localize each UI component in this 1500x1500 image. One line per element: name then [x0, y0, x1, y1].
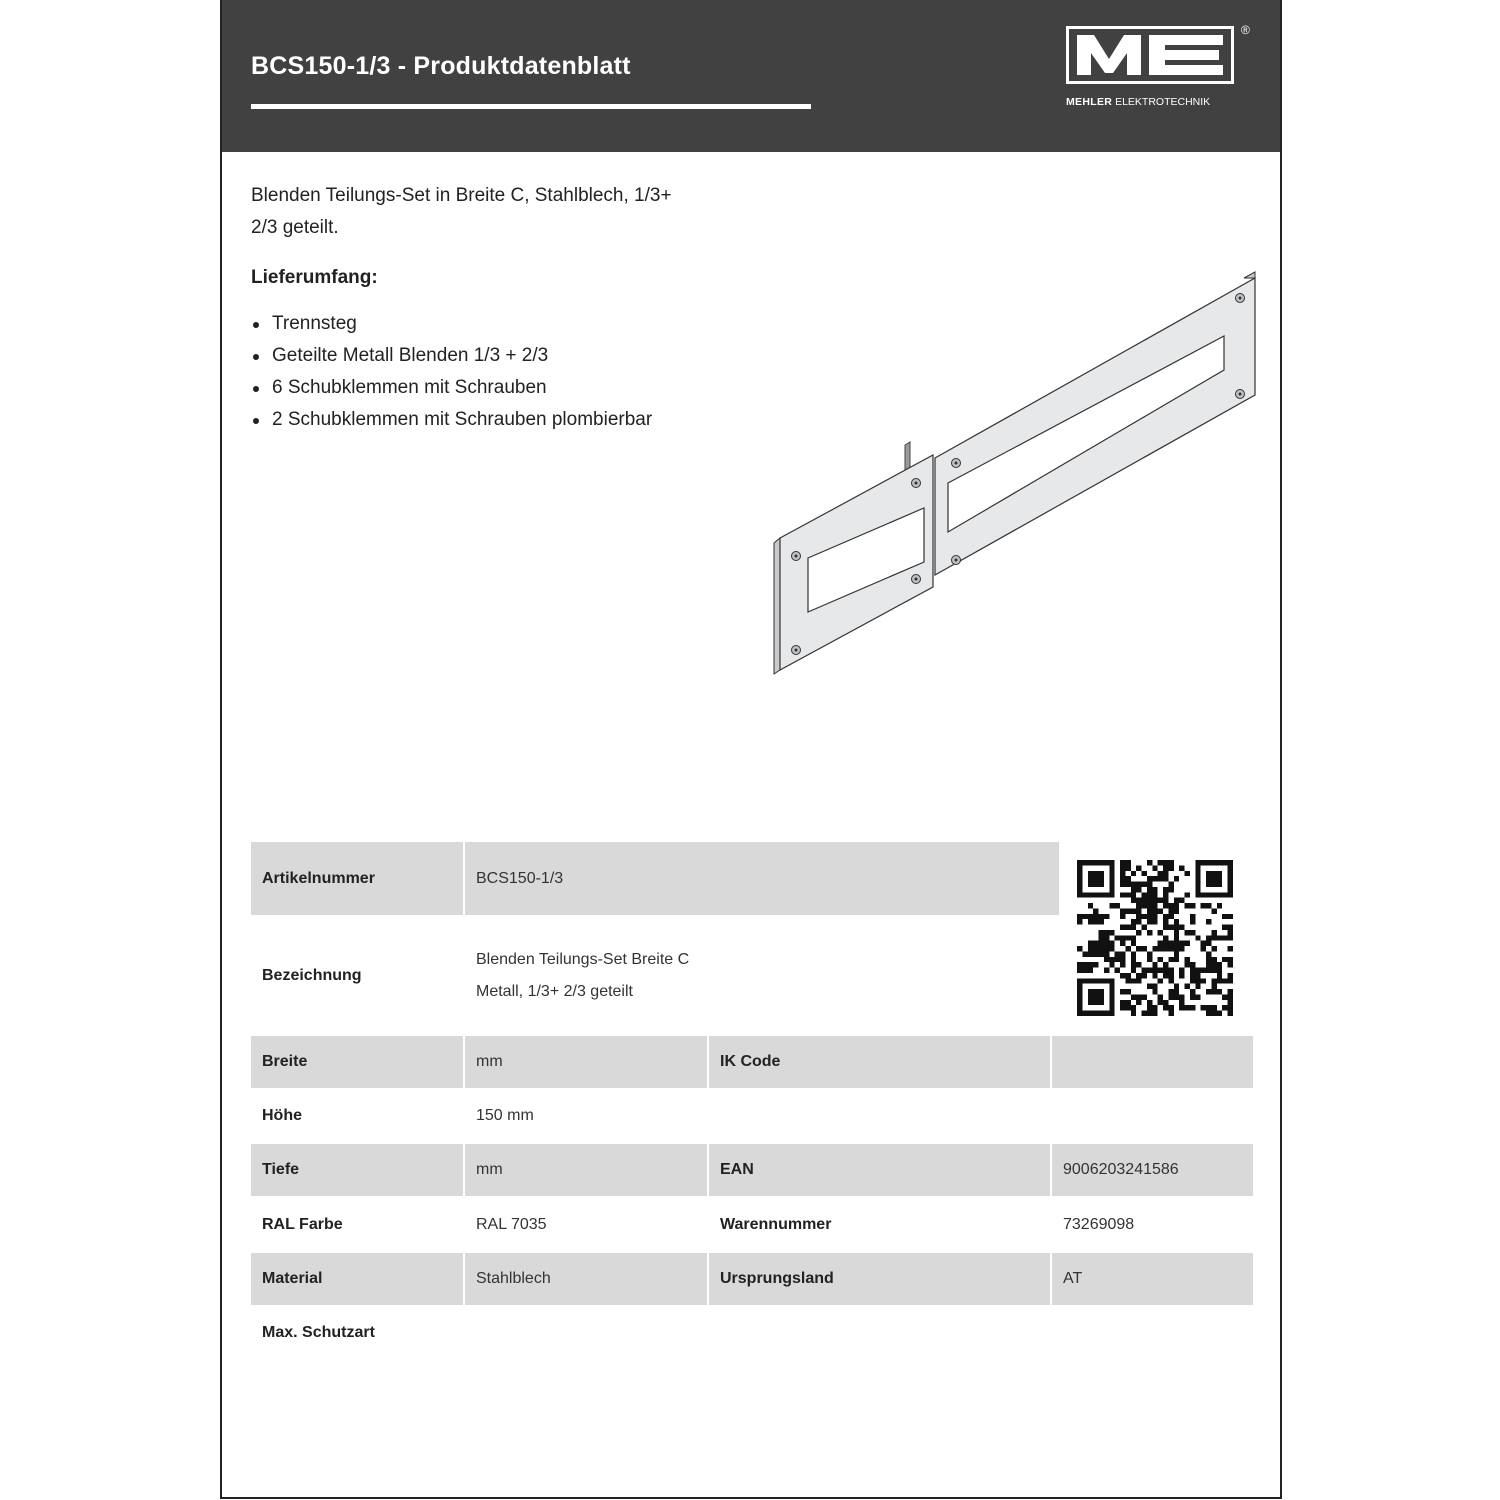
width-label: Breite [251, 1036, 463, 1088]
scope-item: Geteilte Metall Blenden 1/3 + 2/3 [251, 340, 652, 372]
ik-code-label: IK Code [709, 1036, 1050, 1088]
ean-value: 9006203241586 [1052, 1144, 1253, 1196]
article-number-value: BCS150-1/3 [465, 842, 1059, 915]
registered-mark: ® [1241, 23, 1250, 37]
description-line-2: 2/3 geteilt. [251, 217, 339, 238]
ean-label: EAN [709, 1144, 1050, 1196]
datasheet-page [220, 0, 1282, 1499]
article-number-label: Artikelnummer [251, 842, 463, 915]
scope-item: 6 Schubklemmen mit Schrauben [251, 372, 652, 404]
scope-item: Trennsteg [251, 308, 652, 340]
protection-value [465, 1307, 707, 1359]
scope-heading: Lieferumfang: [251, 267, 378, 288]
ik-code-value [1052, 1036, 1253, 1088]
material-label: Material [251, 1253, 463, 1305]
ral-value: RAL 7035 [476, 1215, 547, 1233]
name-line-2: Metall, 1/3+ 2/3 geteilt [476, 982, 633, 1000]
origin-label: Ursprungsland [709, 1253, 1050, 1305]
logo-suffix: ELEKTROTECHNIK [1115, 96, 1211, 108]
name-line-1: Blenden Teilungs-Set Breite C [476, 950, 690, 968]
material-value: Stahlblech [465, 1253, 707, 1305]
protection-label: Max. Schutzart [262, 1324, 375, 1341]
ral-label: RAL Farbe [262, 1215, 343, 1233]
scope-item: 2 Schubklemmen mit Schrauben plombierbar [251, 404, 652, 436]
description-line-1: Blenden Teilungs-Set in Breite C, Stahlblech, 1/3+ [251, 185, 672, 206]
logo-letters [1069, 29, 1231, 81]
title-underline [251, 104, 811, 109]
name-value [465, 917, 1059, 1034]
logo-subtitle [1066, 96, 1210, 108]
scope-list [251, 308, 652, 436]
commodity-code-label: Warennummer [720, 1215, 832, 1233]
commodity-code-value: 73269098 [1063, 1215, 1135, 1233]
qr-code [1077, 860, 1233, 1016]
page-title: BCS150-1/3 - Produktdatenblatt [251, 52, 631, 80]
depth-label: Tiefe [251, 1144, 463, 1196]
logo-brand: MEHLER [1066, 96, 1113, 108]
height-label: Höhe [262, 1107, 302, 1124]
depth-value: mm [465, 1144, 707, 1196]
logo-frame [1066, 26, 1234, 84]
width-value: mm [465, 1036, 707, 1088]
origin-value: AT [1052, 1253, 1253, 1305]
header-bar [222, 0, 1280, 152]
product-description [251, 180, 751, 244]
mehler-logo [1066, 23, 1252, 116]
product-image [770, 270, 1260, 680]
name-label: Bezeichnung [262, 966, 362, 984]
height-value: 150 mm [476, 1107, 534, 1124]
